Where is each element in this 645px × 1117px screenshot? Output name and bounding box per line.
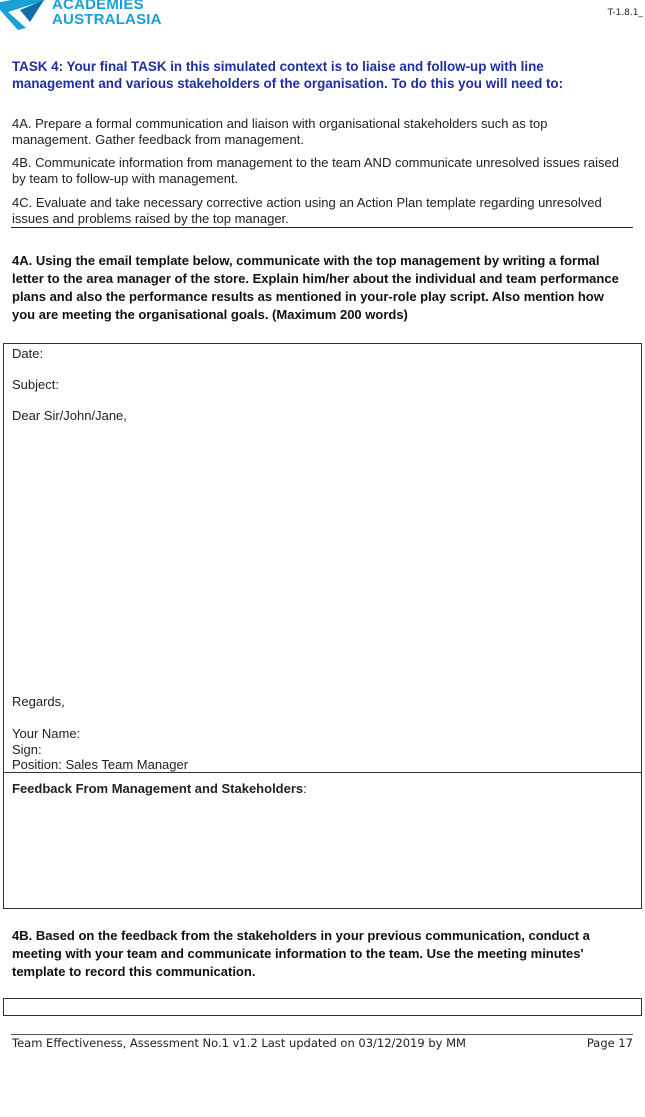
page-number: Page 17 (586, 1036, 633, 1050)
feedback-label-text: Feedback From Management and Stakeholders (12, 781, 304, 796)
section-4b-heading: 4B. Based on the feedback from the stakeholders in your previous communication, conduct a meeting with your team and communicate information to the team. Use the meeting minutes' template to record this communication. (12, 928, 590, 979)
footer-divider (11, 1034, 633, 1035)
letter-textarea[interactable] (3, 343, 642, 773)
task-item-4a: 4A. Prepare a formal communication and liaison with organisational stakeholders such as top management. Gather feedback from management. (12, 116, 548, 147)
logo-line2: AUSTRALASIA (52, 11, 162, 28)
salutation: Dear Sir/John/Jane, (12, 408, 127, 423)
task-intro: TASK 4: Your final TASK in this simulated context is to liaise and follow-up with line management and various stakeholders of the organisation. To do this you will need to: (12, 59, 564, 91)
document-id: T-1.8.1_ (607, 8, 643, 18)
regards: Regards, (12, 694, 65, 709)
logo (0, 0, 160, 30)
date-label: Date: (12, 346, 44, 361)
feedback-label (12, 781, 307, 796)
feedback-textarea[interactable] (3, 772, 642, 909)
your-name-label: Your Name: (12, 726, 81, 741)
logo-mark-icon (0, 0, 48, 30)
feedback-colon: : (303, 781, 307, 796)
task-item-4c: 4C. Evaluate and take necessary corrective action using an Action Plan template regarding unresolved issues and problems raised by the top manager. (12, 195, 602, 226)
footer-text: Team Effectiveness, Assessment No.1 v1.2 Last updated on 03/12/2019 by MM (12, 1036, 466, 1050)
task-item-4b: 4B. Communicate information from management to the team AND communicate unresolved issues raised by team to follow-up with management. (12, 155, 619, 186)
sign-label: Sign: (12, 742, 42, 757)
section-4a-heading: 4A. Using the email template below, communicate with the top management by writing a formal letter to the area manager of the store. Explain him/her about the individual and team performance plans and also the performance results as mentioned in your-role play script. Also mention how you are meeting the organisational goals. (Maximum 200 words) (12, 253, 619, 322)
divider (11, 227, 633, 228)
position-label: Position: Sales Team Manager (12, 757, 189, 772)
meeting-minutes-box[interactable] (3, 998, 642, 1016)
subject-label: Subject: (12, 377, 59, 392)
logo-line1: ACADEMIES (52, 0, 144, 13)
